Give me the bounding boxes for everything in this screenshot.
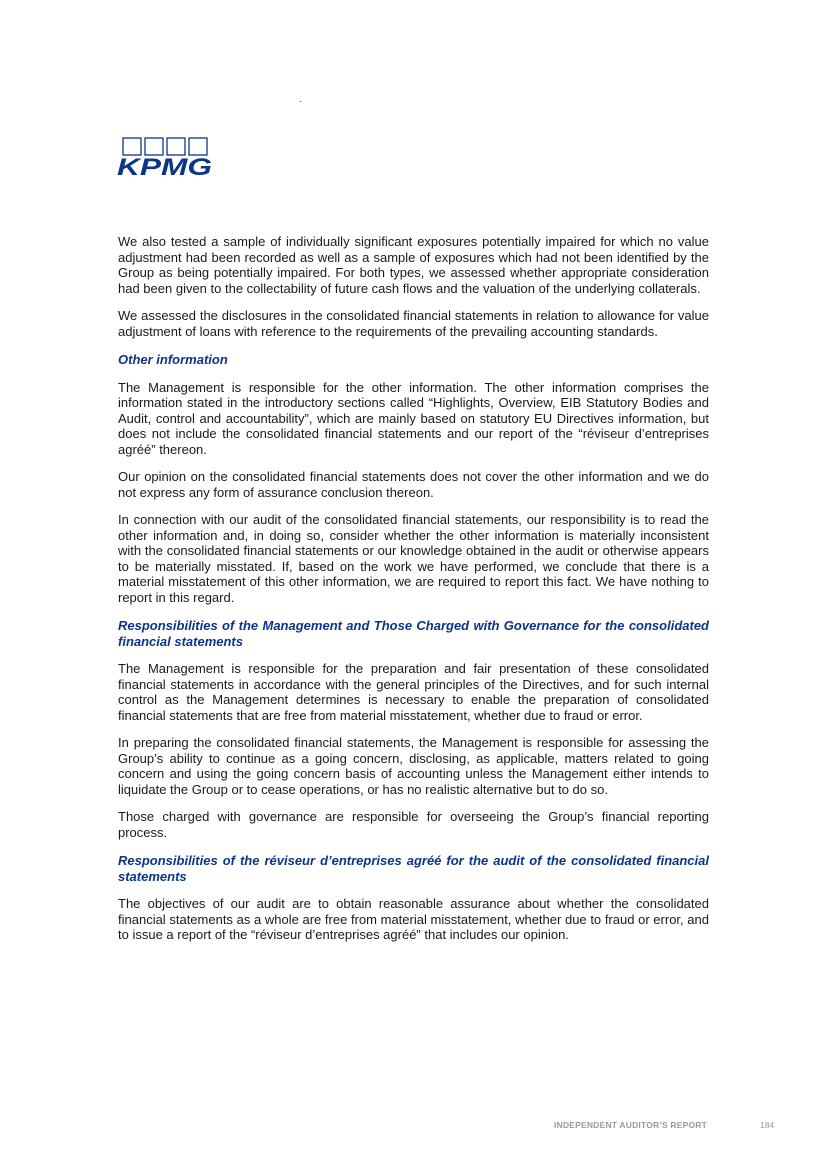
paragraph-management-preparation: The Management is responsible for the preparation and fair presentation of these consolidated financial statements in accordance with the general principles of the Directives, and for such internal control as the Management determines is necessary to enable the preparation of consolidated financial statements that are free from material misstatement, whether due to fraud or error. — [118, 661, 709, 723]
logo-text: KPMG — [117, 154, 212, 179]
paragraph-governance: Those charged with governance are responsible for overseeing the Group’s financial reporting process. — [118, 809, 709, 840]
paragraph-going-concern: In preparing the consolidated financial statements, the Management is responsible for assessing the Group’s ability to continue as a going concern, disclosing, as applicable, matters related to going concern and using the going concern basis of accounting unless the Management either intends to liquidate the Group or to cease operations, or has no realistic alternative but to do so. — [118, 735, 709, 797]
page-number: 184 — [760, 1120, 775, 1130]
paragraph-sample-testing: We also tested a sample of individually significant exposures potentially impaired for which no value adjustment had been recorded as well as a sample of exposures which had not been identified by the Group as being potentially impaired. For both types, we assessed whether appropriate consideration had been given to the collectability of future cash flows and the valuation of the underlying collaterals. — [118, 234, 709, 296]
heading-other-information: Other information — [118, 352, 228, 367]
report-body — [118, 234, 709, 943]
stray-dot — [300, 101, 301, 102]
paragraph-audit-responsibility: In connection with our audit of the consolidated financial statements, our responsibility is to read the other information and, in doing so, consider whether the other information is materially inconsistent with the consolidated financial statements or our knowledge obtained in the audit or otherwise appears to be materially misstated. If, based on the work we have performed, we conclude that there is a material misstatement of this other information, we are required to report this fact. We have nothing to report in this regard. — [118, 512, 709, 605]
page-footer — [0, 1120, 825, 1134]
heading-management-responsibilities: Responsibilities of the Management and Those Charged with Governance for the consolidated financial statements — [118, 618, 709, 649]
kpmg-logo — [117, 137, 217, 179]
paragraph-audit-objectives: The objectives of our audit are to obtain reasonable assurance about whether the consolidated financial statements as a whole are free from material misstatement, whether due to fraud or error, and to issue a report of the “réviseur d’entreprises agréé” that includes our opinion. — [118, 896, 709, 942]
paragraph-other-information: The Management is responsible for the other information. The other information comprises the information stated in the introductory sections called “Highlights, Overview, EIB Statutory Bodies and Audit, control and accountability”, which are mainly based on statutory EU Directives information, but does not include the consolidated financial statements and our report of the “réviseur d’entreprises agréé” thereon. — [118, 379, 709, 457]
footer-title: INDEPENDENT AUDITOR’S REPORT — [554, 1120, 707, 1130]
paragraph-opinion-scope: Our opinion on the consolidated financial statements does not cover the other information and we do not express any form of assurance conclusion thereon. — [118, 469, 709, 500]
heading-reviseur-responsibilities: Responsibilities of the réviseur d’entreprises agréé for the audit of the consolidated financial statements — [118, 853, 709, 884]
paragraph-disclosures: We assessed the disclosures in the consolidated financial statements in relation to allowance for value adjustment of loans with reference to the requirements of the prevailing accounting standards. — [118, 308, 709, 339]
